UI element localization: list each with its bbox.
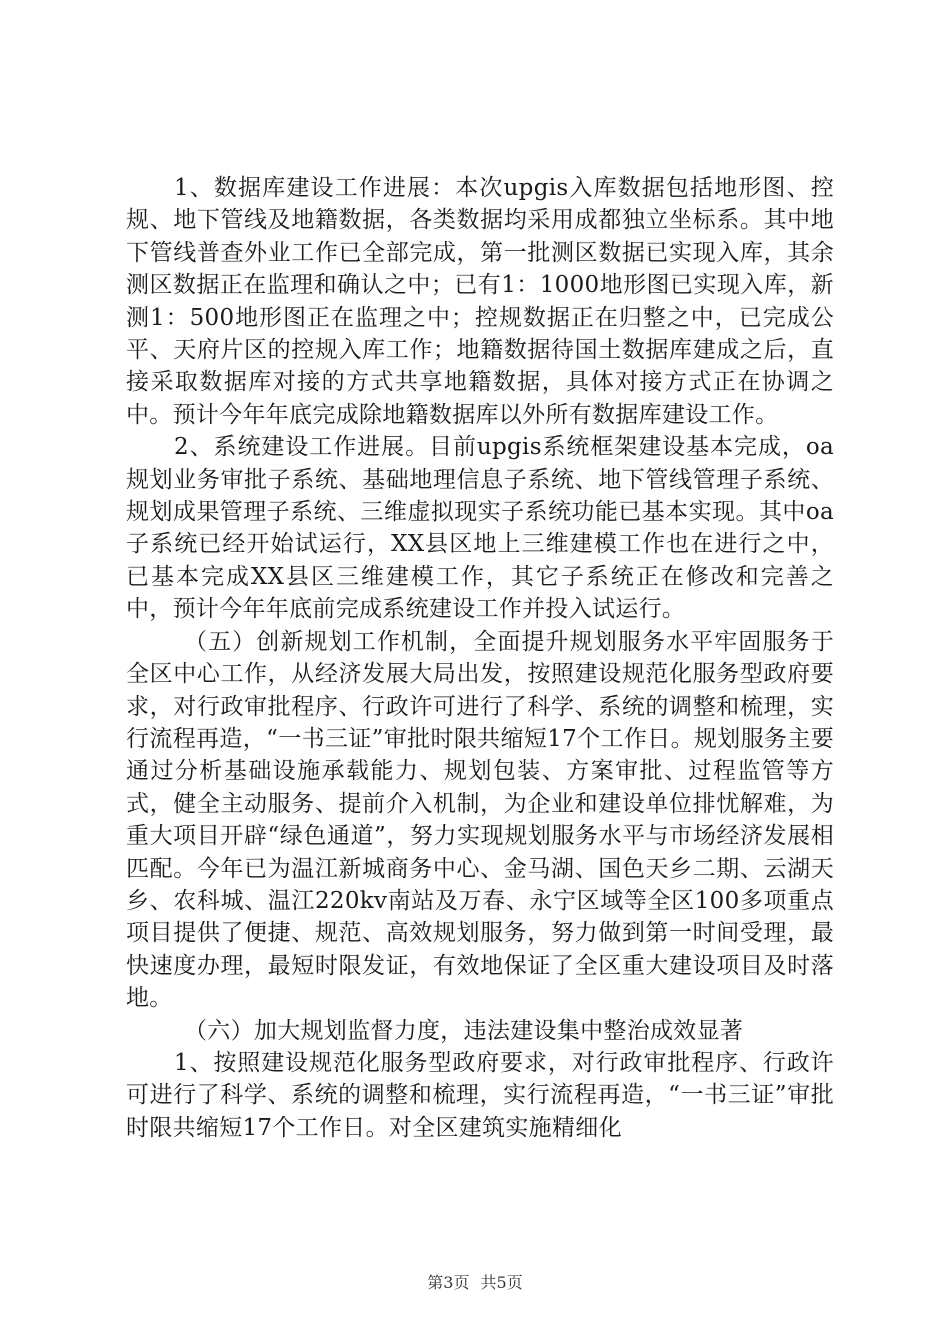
paragraph-section-five: （五）创新规划工作机制，全面提升规划服务水平牢固服务于全区中心工作，从经济发展大局出发，按照建设规范化服务型政府要求，对行政审批程序、行政许可进行了科学、系统的调整和梳理，实行流程再造，“一书三证”审批时限共缩短17个工作日。规划服务主要通过分析基础设施承载能力、规划包装、方案审批、过程监管等方式，健全主动服务、提前介入机制，为企业和建设单位排忧解难，为重大项目开辟“绿色通道”，努力实现规划服务水平与市场经济发展相匹配。今年已为温江新城商务中心、金马湖、国色天乡二期、云湖天乡、农科城、温江220kv南站及万春、永宁区域等全区100多项重点项目提供了便捷、规范、高效规划服务，努力做到第一时间受理，最快速度办理，最短时限发证，有效地保证了全区重大建设项目及时落地。 <box>126 628 834 1012</box>
document-body <box>126 172 834 1144</box>
page-number: 第3页 <box>427 1273 470 1292</box>
paragraph-database-progress: 1、数据库建设工作进展：本次upgis入库数据包括地形图、控规、地下管线及地籍数据，各类数据均采用成都独立坐标系。其中地下管线普查外业工作已全部完成，第一批测区数据已实现入库，其余测区数据正在监理和确认之中；已有1：1000地形图已实现入库，新测1：500地形图正在监理之中；控规数据正在归整之中，已完成公平、天府片区的控规入库工作；地籍数据待国土数据库建成之后，直接采取数据库对接的方式共享地籍数据，具体对接方式正在协调之中。预计今年年底完成除地籍数据库以外所有数据库建设工作。 <box>126 175 834 428</box>
page-footer <box>0 1273 950 1293</box>
page-total: 共5页 <box>480 1273 523 1292</box>
paragraph-section-six-item-one: 1、按照建设规范化服务型政府要求，对行政审批程序、行政许可进行了科学、系统的调整和梳理，实行流程再造，“一书三证”审批时限共缩短17个工作日。对全区建筑实施精细化 <box>126 1049 834 1141</box>
paragraph-system-progress: 2、系统建设工作进展。目前upgis系统框架建设基本完成，oa规划业务审批子系统、基础地理信息子系统、地下管线管理子系统、规划成果管理子系统、三维虚拟现实子系统功能已基本实现。其中oa子系统已经开始试运行，XX县区地上三维建模工作也在进行之中，已基本完成XX县区三维建模工作，其它子系统正在修改和完善之中，预计今年年底前完成系统建设工作并投入试运行。 <box>126 434 834 623</box>
paragraph-section-six-heading: （六）加大规划监督力度，违法建设集中整治成效显著 <box>184 1017 744 1044</box>
